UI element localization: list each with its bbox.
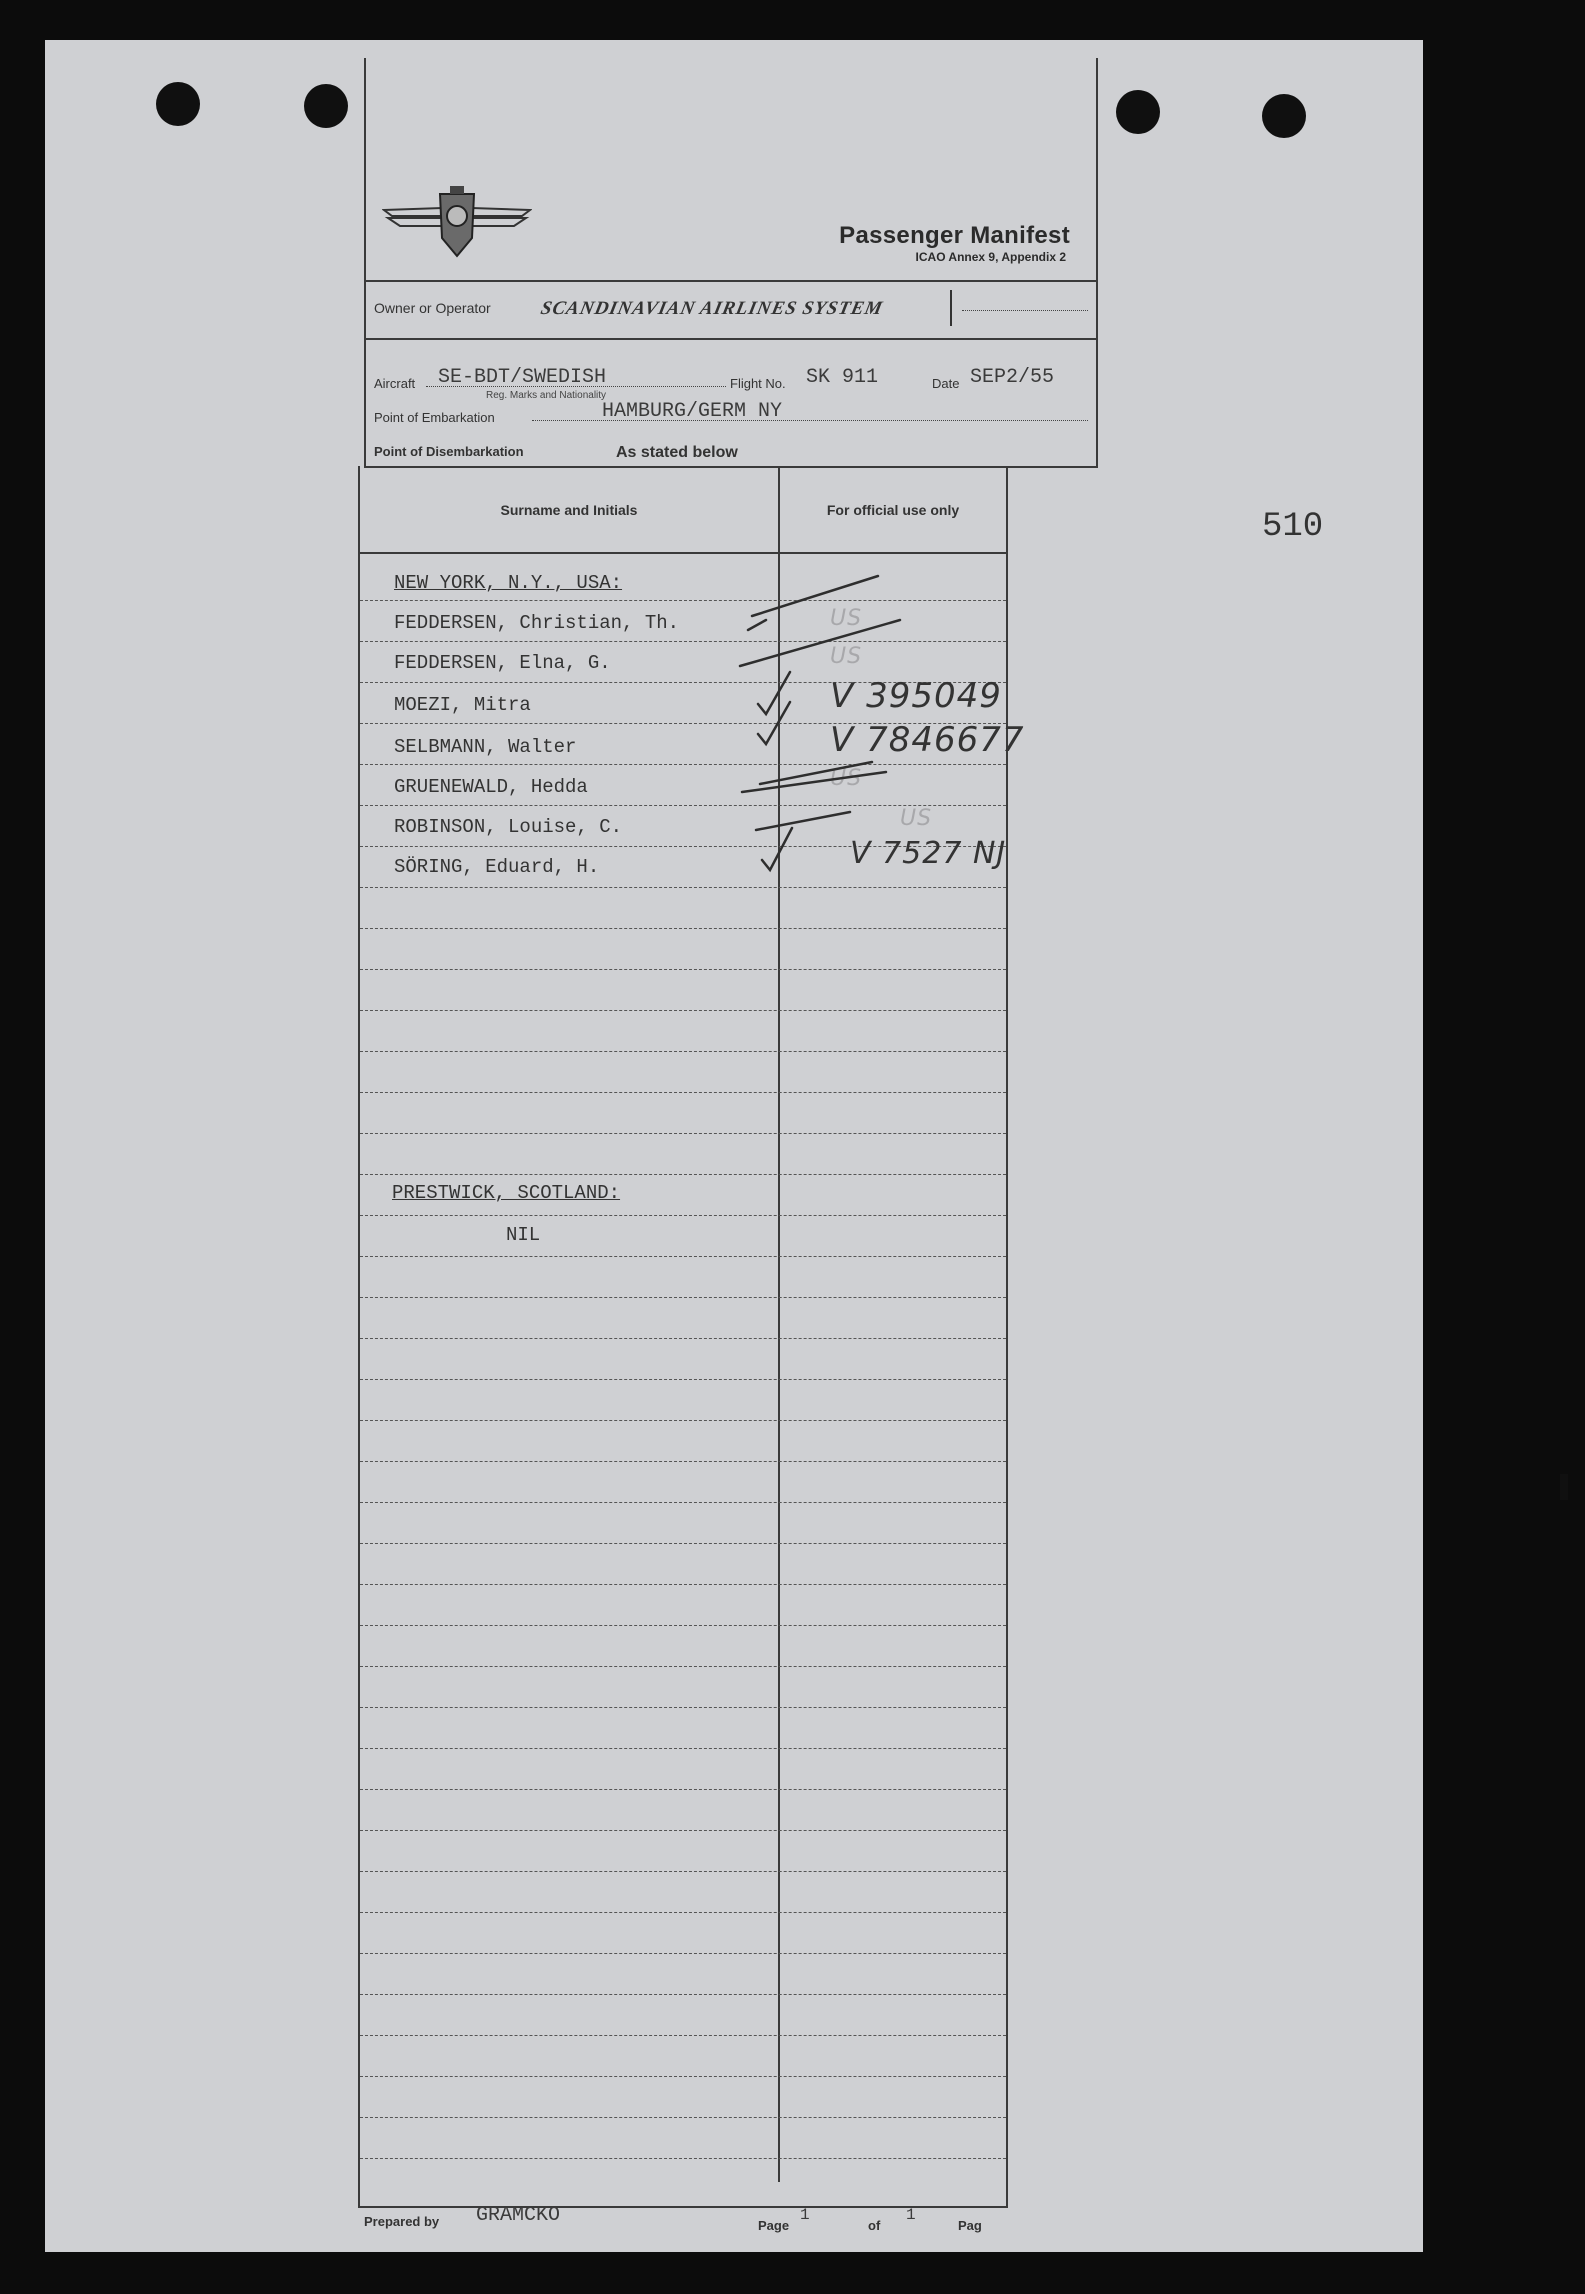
page-label: Page bbox=[758, 2218, 790, 2233]
ruled-line bbox=[360, 1666, 1006, 1667]
prepared-label: Prepared by bbox=[364, 2214, 440, 2229]
ruled-line bbox=[360, 1338, 1006, 1339]
ruled-line bbox=[360, 1953, 1006, 1954]
disembark-value: As stated below bbox=[616, 444, 738, 461]
ruled-line bbox=[360, 1092, 1006, 1093]
passenger-row: FEDDERSEN, Christian, Th. bbox=[394, 612, 680, 634]
ruled-line bbox=[360, 2076, 1006, 2077]
date-label: Date bbox=[932, 376, 960, 391]
col-header-official: For official use only bbox=[826, 502, 960, 518]
ruled-line bbox=[360, 969, 1006, 970]
ruled-line bbox=[360, 1994, 1006, 1995]
divider bbox=[366, 280, 1096, 282]
edge-marker bbox=[1560, 1474, 1568, 1500]
passenger-row: MOEZI, Mitra bbox=[394, 694, 531, 716]
punch-hole bbox=[1262, 94, 1306, 138]
divider bbox=[950, 290, 952, 326]
ruled-line bbox=[360, 1830, 1006, 1831]
dotted-line bbox=[426, 386, 726, 387]
ruled-line bbox=[360, 1584, 1006, 1585]
col-header-surname: Surname and Initials bbox=[500, 502, 638, 518]
ruled-line bbox=[360, 2117, 1006, 2118]
ruled-line bbox=[360, 764, 1006, 765]
passenger-table bbox=[358, 466, 1025, 2233]
ruled-line bbox=[360, 1133, 1006, 1134]
handwritten-note: V 395049 bbox=[830, 676, 1002, 716]
faint-note: US bbox=[830, 766, 863, 791]
handwritten-note: V 7527 NJ bbox=[850, 836, 1007, 871]
passenger-row: SÖRING, Eduard, H. bbox=[394, 856, 600, 878]
ruled-line bbox=[360, 1051, 1006, 1052]
header-divider bbox=[360, 552, 1006, 554]
passenger-row: SELBMANN, Walter bbox=[394, 736, 577, 758]
of-label: of bbox=[868, 2218, 881, 2233]
aircraft-sublabel: Reg. Marks and Nationality bbox=[486, 390, 607, 401]
ruled-line bbox=[360, 2035, 1006, 2036]
passenger-row: NIL bbox=[506, 1224, 541, 1246]
owner-label: Owner or Operator bbox=[374, 300, 491, 316]
faint-note: US bbox=[900, 806, 933, 831]
embark-value: HAMBURG/GERM NY bbox=[602, 400, 783, 423]
airline-wings-logo-icon bbox=[382, 186, 532, 268]
embark-label: Point of Embarkation bbox=[374, 410, 495, 425]
passenger-row: FEDDERSEN, Elna, G. bbox=[394, 652, 611, 674]
pages-label: Pag bbox=[958, 2218, 982, 2233]
ruled-line bbox=[360, 1871, 1006, 1872]
disembark-label: Point of Disembarkation bbox=[374, 444, 524, 459]
document-subtitle: ICAO Annex 9, Appendix 2 bbox=[915, 250, 1066, 264]
ruled-line bbox=[360, 887, 1006, 888]
document-title: Passenger Manifest bbox=[839, 222, 1070, 249]
flight-label: Flight No. bbox=[730, 376, 786, 391]
ruled-line bbox=[360, 1625, 1006, 1626]
of-value: 1 bbox=[906, 2206, 916, 2224]
stamp-number: 510 bbox=[1262, 508, 1324, 546]
owner-value: SCANDINAVIAN AIRLINES SYSTEM bbox=[538, 298, 885, 319]
ruled-line bbox=[360, 1748, 1006, 1749]
ruled-line bbox=[360, 1502, 1006, 1503]
ruled-line bbox=[360, 1912, 1006, 1913]
aircraft-value: SE-BDT/SWEDISH bbox=[438, 366, 607, 389]
ruled-line bbox=[360, 1420, 1006, 1421]
flight-value: SK 911 bbox=[806, 366, 879, 389]
punch-hole bbox=[1116, 90, 1160, 134]
aircraft-label: Aircraft bbox=[374, 376, 416, 391]
date-value: SEP2/55 bbox=[970, 366, 1055, 389]
ruled-line bbox=[360, 1010, 1006, 1011]
section-header: NEW YORK, N.Y., USA: bbox=[394, 572, 623, 594]
ruled-line bbox=[360, 1707, 1006, 1708]
dotted-line bbox=[532, 420, 1088, 421]
ruled-line bbox=[360, 600, 1006, 601]
passenger-row: GRUENEWALD, Hedda bbox=[394, 776, 588, 798]
faint-note: US bbox=[830, 644, 863, 669]
ruled-line bbox=[360, 928, 1006, 929]
manifest-header bbox=[364, 58, 1098, 468]
handwritten-note: V 7846677 bbox=[830, 720, 1025, 760]
ruled-line bbox=[360, 1461, 1006, 1462]
punch-hole bbox=[304, 84, 348, 128]
section-header: PRESTWICK, SCOTLAND: bbox=[392, 1182, 621, 1204]
page-value: 1 bbox=[800, 2206, 810, 2224]
ruled-line bbox=[360, 641, 1006, 642]
ruled-line bbox=[360, 1256, 1006, 1257]
faint-note: US bbox=[830, 606, 863, 631]
ruled-line bbox=[360, 1297, 1006, 1298]
dotted-line bbox=[962, 310, 1088, 311]
ruled-line bbox=[360, 2158, 1006, 2159]
prepared-value: GRAMCKO bbox=[476, 2204, 561, 2227]
ruled-line bbox=[360, 1789, 1006, 1790]
passenger-row: ROBINSON, Louise, C. bbox=[394, 816, 623, 838]
divider bbox=[366, 338, 1096, 340]
ruled-line bbox=[360, 1174, 1006, 1175]
ruled-line bbox=[360, 1543, 1006, 1544]
ruled-line bbox=[360, 1379, 1006, 1380]
ruled-line bbox=[360, 1215, 1006, 1216]
punch-hole bbox=[156, 82, 200, 126]
